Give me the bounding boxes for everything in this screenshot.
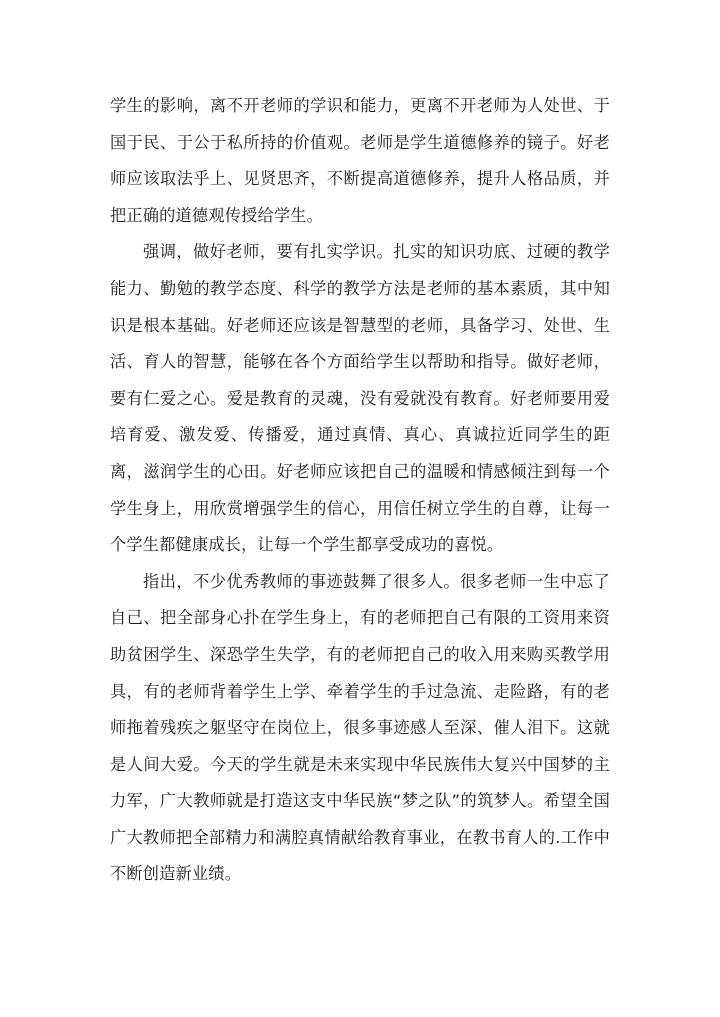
paragraph-2: 强调，做好老师，要有扎实学识。扎实的知识功底、过硬的教学能力、勤勉的教学态度、科学的教学方法是老师的基本素质，其中知识是根本基础。好老师还应该是智慧型的老师，具备学习、处世、生活、育人的智慧，能够在各个方面给学生以帮助和指导。做好老师，要有仁爱之心。爱是教育的灵魂，没有爱就没有教育。好老师要用爱培育爱、激发爱、传播爱，通过真情、真心、真诚拉近同学生的距离，滋润学生的心田。好老师应该把自己的温暖和情感倾注到每一个学生身上，用欣赏增强学生的信心，用信任树立学生的自尊，让每一个学生都健康成长，让每一个学生都享受成功的喜悦。	[110, 242, 610, 555]
paragraph-1: 学生的影响，离不开老师的学识和能力，更离不开老师为人处世、于国于民、于公于私所持的价值观。老师是学生道德修养的镜子。好老师应该取法乎上、见贤思齐，不断提高道德修养，提升人格品质，并把正确的道德观传授给学生。	[110, 96, 610, 225]
document-body	[110, 88, 610, 893]
paragraph-3: 指出，不少优秀教师的事迹鼓舞了很多人。很多老师一生中忘了自己、把全部身心扑在学生身上，有的老师把自己有限的工资用来资助贫困学生、深恐学生失学，有的老师把自己的收入用来购买教学用具，有的老师背着学生上学、牵着学生的手过急流、走险路，有的老师拖着残疾之躯坚守在岗位上，很多事迹感人至深、催人泪下。这就是人间大爱。今天的学生就是未来实现中华民族伟大复兴中国梦的主力军，广大教师就是打造这支中华民族“梦之队”的筑梦人。希望全国广大教师把全部精力和满腔真情献给教育事业，在教书育人的.工作中不断创造新业绩。	[110, 571, 610, 884]
